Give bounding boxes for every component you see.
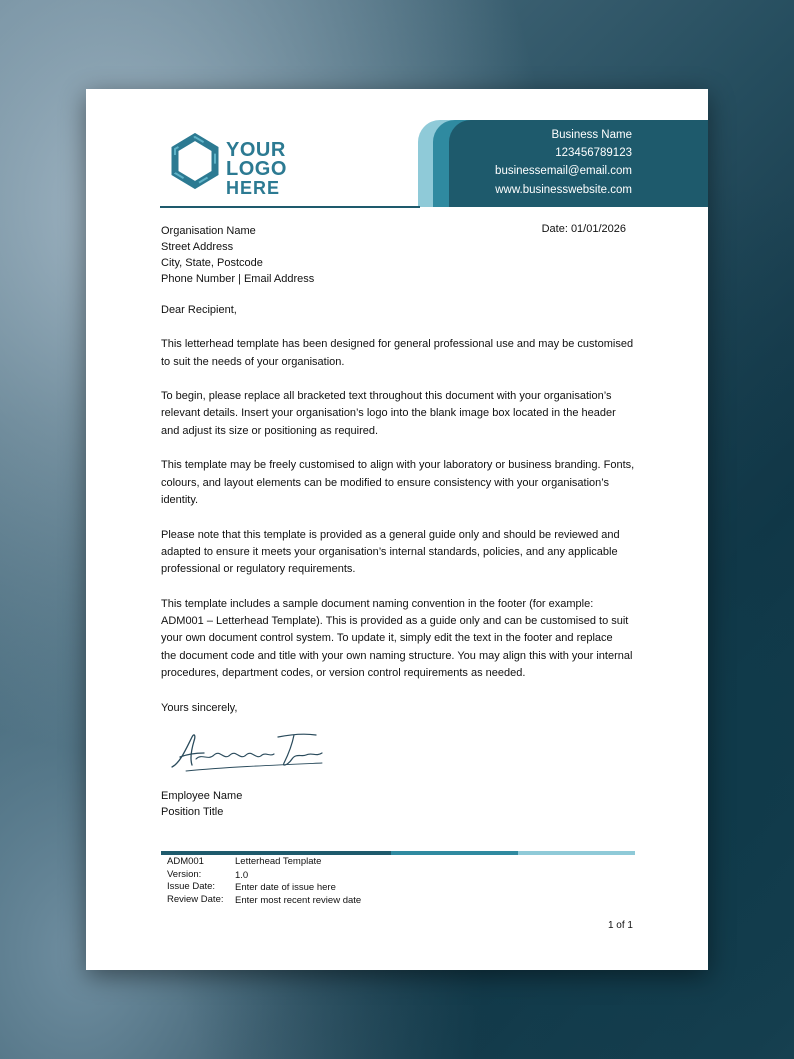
paragraph-line: This template may be freely customised to align with your laboratory or business branding. Fonts,: [161, 459, 635, 472]
signatory-block: [161, 788, 242, 820]
logo-text-line2: HERE: [226, 178, 281, 198]
letter-body: [161, 302, 651, 717]
paragraph: [161, 527, 651, 579]
greeting: Dear Recipient,: [161, 304, 237, 316]
paragraph-line: procedures, department codes, or version control requirements as needed.: [161, 666, 526, 679]
recipient-contact: Phone Number | Email Address: [161, 273, 315, 285]
paragraph-line: This letterhead template has been designed for general professional use and may be customised: [161, 338, 634, 351]
review-date-value: Enter most recent review date: [235, 894, 362, 906]
paragraph-line: to suit the needs of your organisation.: [161, 355, 345, 368]
position-title: Position Title: [161, 806, 224, 818]
paragraph-line: ADM001 – Letterhead Template). This is provided as a guide only and can be customised to suit: [161, 615, 629, 628]
paragraph-line: This template includes a sample document naming convention in the footer (for example:: [161, 597, 594, 610]
version-label: Version:: [167, 868, 202, 880]
paragraph-line: colours, and layout elements can be modified to ensure consistency with your organisation’s: [161, 476, 609, 489]
letter-date: Date: 01/01/2026: [541, 223, 626, 235]
header-contact-band: [418, 120, 708, 207]
paragraph-line: professional or regulatory requirements.: [161, 563, 356, 576]
paragraph-line: relevant details. Insert your organisation’s logo into the blank image box located in the header: [161, 407, 616, 420]
issue-date-value: Enter date of issue here: [235, 882, 336, 893]
recipient-organisation: Organisation Name: [161, 225, 256, 237]
paragraph: [161, 457, 651, 509]
hexagon-logo-icon: [170, 133, 220, 189]
paragraph: [161, 336, 651, 371]
paragraph: [161, 596, 651, 682]
letterhead-page: [86, 89, 708, 970]
paragraph-line: To begin, please replace all bracketed text throughout this document with your organisation’s: [161, 390, 612, 403]
version-value: 1.0: [235, 869, 249, 881]
page-number: 1 of 1: [607, 920, 633, 931]
paragraph-line: Please note that this template is provided as a general guide only and should be reviewed and: [161, 528, 620, 541]
document-title: Letterhead Template: [235, 856, 322, 867]
document-code: ADM001: [167, 856, 204, 867]
business-website: www.businesswebsite.com: [495, 183, 632, 196]
paragraph-line: the document code and title with your own naming structure. You may align this with your internal: [161, 649, 633, 662]
business-email: businessemail@email.com: [495, 165, 632, 178]
recipient-street: Street Address: [161, 241, 234, 253]
business-phone: 123456789123: [555, 147, 632, 160]
review-date-label: Review Date:: [167, 893, 224, 905]
footer-divider: [161, 851, 635, 855]
header-divider: [160, 206, 420, 208]
issue-date-label: Issue Date:: [167, 881, 216, 892]
logo: [170, 133, 350, 198]
paragraph-line: adapted to ensure it meets your organisation’s internal standards, policies, and any applicable: [161, 545, 618, 558]
logo-text-line1: YOUR LOGO: [226, 139, 287, 180]
paragraph: [161, 388, 651, 440]
handwritten-signature: [166, 727, 326, 775]
paragraph-line: identity.: [161, 493, 199, 506]
recipient-address: [161, 223, 314, 287]
paragraph-line: your own document control system. To update it, simply edit the text in the footer and replace: [161, 632, 613, 645]
closing: Yours sincerely,: [161, 701, 238, 714]
employee-name: Employee Name: [161, 790, 243, 802]
paragraph-line: and adjust its size or positioning as required.: [161, 424, 379, 437]
recipient-city: City, State, Postcode: [161, 257, 263, 269]
business-name: Business Name: [551, 129, 632, 141]
